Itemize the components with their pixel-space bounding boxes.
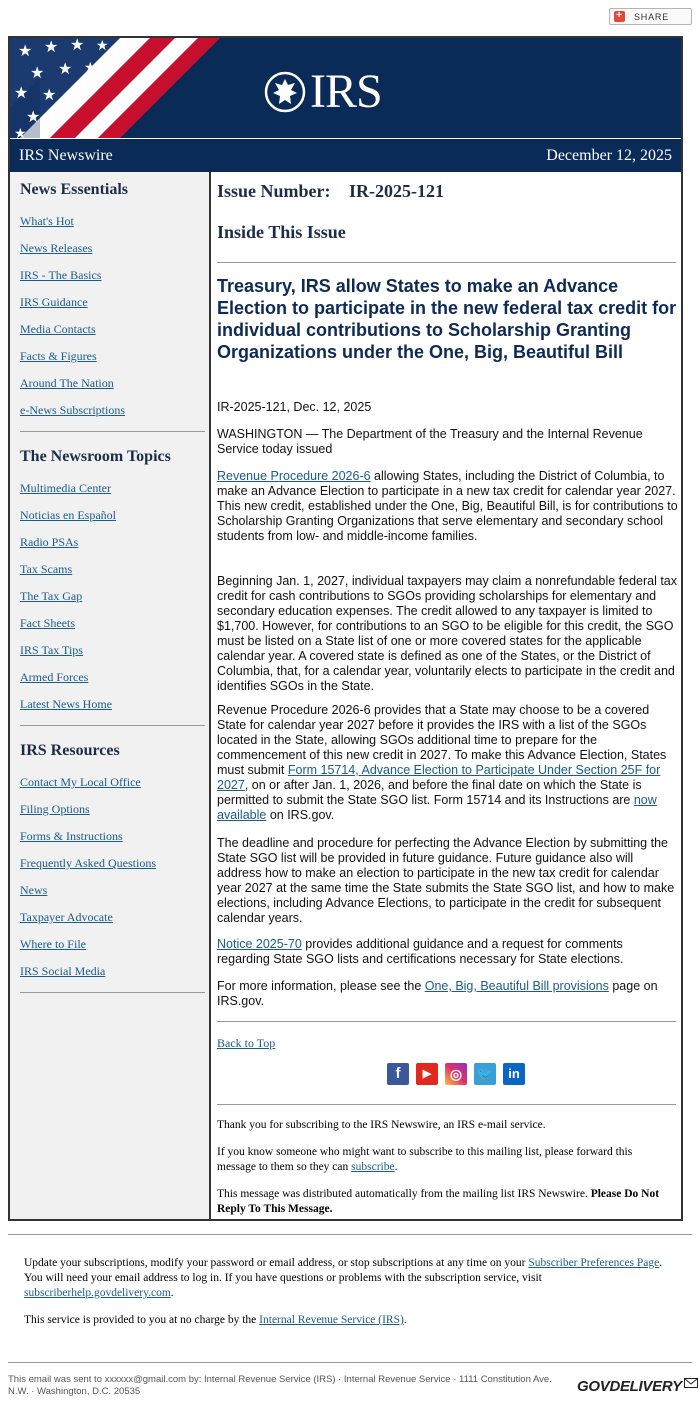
govdelivery-logo[interactable] xyxy=(577,1378,698,1395)
svg-text:★: ★ xyxy=(96,38,109,54)
svg-text:★: ★ xyxy=(30,63,45,82)
svg-text:★: ★ xyxy=(84,60,97,76)
newswire-date: December 12, 2025 xyxy=(546,147,672,164)
obbb-provisions-link[interactable]: One, Big, Beautiful Bill provisions xyxy=(424,979,609,993)
back-to-top-label: Back to Top xyxy=(217,1036,276,1050)
subscriber-help-link[interactable]: subscriberhelp.govdelivery.com xyxy=(24,1287,171,1299)
sidebar-link-enews-subscriptions[interactable]: e-News Subscriptions xyxy=(20,403,125,417)
now-available-link[interactable]: now available xyxy=(217,793,657,822)
distributed-text xyxy=(217,1187,672,1217)
footer-divider xyxy=(8,1362,692,1363)
issue-value: IR-2025-121 xyxy=(349,181,445,201)
footer-service-text xyxy=(24,1313,674,1328)
svg-text:★: ★ xyxy=(68,84,81,100)
sidebar-link-social-media[interactable]: IRS Social Media xyxy=(20,964,106,978)
paragraph-3-text-c: on IRS.gov. xyxy=(266,808,335,822)
sidebar-link-where-to-file[interactable]: Where to File xyxy=(20,937,86,951)
sidebar-link-latest-news[interactable]: Latest News Home xyxy=(20,697,112,711)
newsroom-topics-section xyxy=(20,448,205,724)
banner xyxy=(10,38,681,138)
sidebar-link-faq[interactable]: Frequently Asked Questions xyxy=(20,856,156,870)
paragraph-3 xyxy=(217,703,679,823)
news-essentials-section xyxy=(20,181,205,430)
svg-text:★: ★ xyxy=(42,85,57,104)
sidebar-link-media-contacts[interactable]: Media Contacts xyxy=(20,322,96,336)
sidebar-link-irs-guidance[interactable]: IRS Guidance xyxy=(20,295,88,309)
sidebar-link-news[interactable]: News xyxy=(20,883,48,897)
svg-text:★: ★ xyxy=(14,126,27,138)
irs-resources-title: IRS Resources xyxy=(20,742,120,759)
share-label: SHARE xyxy=(634,11,670,22)
newsletter-frame xyxy=(8,36,683,1221)
svg-text:★: ★ xyxy=(26,107,41,126)
footer-service-b: . xyxy=(403,1314,407,1326)
facebook-icon[interactable]: f xyxy=(387,1063,409,1085)
sidebar-link-facts-figures[interactable]: Facts & Figures xyxy=(20,349,97,363)
main-content xyxy=(216,172,681,1219)
forward-text xyxy=(217,1145,672,1175)
svg-text:★: ★ xyxy=(52,108,65,124)
do-not-reply-text: Please Do Not Reply To This Message. xyxy=(217,1188,660,1215)
paragraph-3-text-a: Revenue Procedure 2026-6 provides that a State may choose to be a covered State for calendar year 2027 before it provides the IRS with a list of the SGOs located in the State, allowing SGOs additional time to prepare for the commencement of this new credit in 2027. To make this Advance Election, States must submit xyxy=(217,703,667,777)
paragraph-1 xyxy=(217,469,679,544)
back-to-top-link[interactable] xyxy=(217,1036,275,1051)
thanks-text: Thank you for subscribing to the IRS Newswire, an IRS e-mail service. xyxy=(217,1119,546,1131)
forward-text-b: . xyxy=(394,1161,398,1173)
govdelivery-logo-text: GOVDELIVERY xyxy=(577,1378,682,1395)
paragraph-5 xyxy=(217,937,679,967)
dateline: IR-2025-121, Dec. 12, 2025 xyxy=(217,400,372,414)
eagle-icon xyxy=(264,71,306,113)
email-sent-to-text: This email was sent to xxxxxx@gmail.com by: Internal Revenue Service (IRS) · Internal Revenue Service · 1111 Constitution Ave. N.W. · Washington, D.C. 20535 xyxy=(8,1374,552,1397)
social-icons xyxy=(387,1063,525,1085)
paragraph-6 xyxy=(217,979,679,1009)
paragraph-2: Beginning Jan. 1, 2027, individual taxpayers may claim a nonrefundable federal tax credit for cash contributions to SGOs providing scholarships for elementary and secondary education expenses. The credit allowed to any taxpayer is limited to $1,700. However, for contributions to an SGO to be eligible for this credit, the SGO must be listed on a State list of one or more covered states for the applicable calendar year. A covered state is defined as one of the States, or the District of Columbia, that, for a calendar year, voluntarily elects to participate in the credit and identifies SGOs in the State. xyxy=(217,574,678,693)
divider xyxy=(217,262,676,263)
svg-text:★: ★ xyxy=(70,38,85,54)
paragraph-3-text-b: , on or after Jan. 1, 2026, and before the final date on which the State is permitted to submit the State SGO list. Form 15714 and its Instructions are xyxy=(217,778,642,807)
footer-update-a: Update your subscriptions, modify your password or email address, or stop subscriptions at any time on your xyxy=(24,1257,529,1269)
divider xyxy=(217,1021,676,1022)
paragraph-5-text: provides additional guidance and a request for comments regarding State SGO lists and certifications necessary for State elections. xyxy=(217,937,624,966)
sidebar-link-around-nation[interactable]: Around The Nation xyxy=(20,376,114,390)
issue-label: Issue Number: xyxy=(217,181,331,201)
envelope-icon xyxy=(684,1378,698,1388)
sidebar-link-radio-psas[interactable]: Radio PSAs xyxy=(20,535,79,549)
headline: Treasury, IRS allow States to make an Advance Election to participate in the new federal tax credit for individual contributions to Scholarship Granting Organizations under the One, Big, Beautiful Bill xyxy=(217,276,677,362)
flag-graphic xyxy=(10,38,230,138)
rev-proc-link[interactable]: Revenue Procedure 2026-6 xyxy=(217,469,371,483)
footer-update-text xyxy=(24,1256,674,1301)
plus-icon: + xyxy=(614,11,625,22)
inside-title: Inside This Issue xyxy=(217,222,346,242)
paragraph-6-text-b: page on IRS.gov. xyxy=(217,979,658,1008)
issue-number xyxy=(217,181,444,202)
sidebar-link-tax-gap[interactable]: The Tax Gap xyxy=(20,589,83,603)
news-essentials-title: News Essentials xyxy=(20,181,129,198)
news-essentials-links xyxy=(20,214,205,430)
sidebar-divider xyxy=(20,992,205,993)
sidebar-link-local-office[interactable]: Contact My Local Office xyxy=(20,775,141,789)
newswire-title: IRS Newswire xyxy=(19,147,113,164)
paragraph-1-text: allowing States, including the District of Columbia, to make an Advance Election to participate in a new tax credit for calendar year 2027. This new credit, established under the One, Big, Beautiful Bill, is for contributions to Scholarship Granting Organizations that serve elementary and secondary school students from low- and middle-income families. xyxy=(217,469,678,543)
irs-logo-text: IRS xyxy=(310,65,382,118)
irs-resources-links xyxy=(20,775,205,991)
share-button[interactable] xyxy=(609,8,692,25)
subscriber-preferences-link[interactable]: Subscriber Preferences Page xyxy=(528,1257,660,1269)
footer-service-a: This service is provided to you at no charge by the xyxy=(24,1314,260,1326)
youtube-icon[interactable]: ▶ xyxy=(416,1063,438,1085)
footer-update-c: . xyxy=(170,1287,174,1299)
sidebar-link-fact-sheets[interactable]: Fact Sheets xyxy=(20,616,75,630)
footer-divider xyxy=(8,1234,692,1235)
sidebar-link-irs-basics[interactable]: IRS - The Basics xyxy=(20,268,102,282)
paragraph-4: The deadline and procedure for perfecting the Advance Election by submitting the State SGO list will be provided in future guidance. Future guidance also will address how to make an election to participate in the new tax credit for calendar year 2027 at the same time the State submits the State SGO list, and how to make elections, including Advance Elections, to participate in the credit for subsequent calendar years. xyxy=(217,836,675,925)
footer-update-b: . You will need your email address to log in. If you have questions or problems with the subscription service, visit xyxy=(24,1257,663,1284)
sidebar-link-news-releases[interactable]: News Releases xyxy=(20,241,93,255)
form-15714-link[interactable]: Form 15714, Advance Election to Participate Under Section 25F for 2027 xyxy=(217,763,661,792)
sidebar-link-armed-forces[interactable]: Armed Forces xyxy=(20,670,89,684)
newswire-bar xyxy=(10,138,681,172)
sidebar-link-whats-hot[interactable]: What's Hot xyxy=(20,214,74,228)
sidebar-link-noticias[interactable]: Noticias en Español xyxy=(20,508,116,522)
newsroom-topics-links xyxy=(20,481,205,724)
svg-text:★: ★ xyxy=(18,41,33,60)
sidebar-divider xyxy=(20,431,205,432)
sidebar xyxy=(10,172,211,1219)
twitter-icon[interactable]: 🐦 xyxy=(474,1063,496,1085)
subscribe-link[interactable]: subscribe xyxy=(351,1161,395,1173)
newsroom-topics-title: The Newsroom Topics xyxy=(20,448,171,465)
svg-text:★: ★ xyxy=(14,83,29,102)
irs-link[interactable]: Internal Revenue Service (IRS) xyxy=(259,1314,404,1326)
divider xyxy=(217,1104,676,1105)
sidebar-divider xyxy=(20,725,205,726)
notice-link[interactable]: Notice 2025-70 xyxy=(217,937,302,951)
sidebar-link-multimedia[interactable]: Multimedia Center xyxy=(20,481,111,495)
paragraph-6-text-a: For more information, please see the xyxy=(217,979,425,993)
sidebar-link-filing-options[interactable]: Filing Options xyxy=(20,802,90,816)
sidebar-link-tax-tips[interactable]: IRS Tax Tips xyxy=(20,643,83,657)
instagram-icon[interactable]: ◎ xyxy=(445,1063,467,1085)
intro-paragraph: WASHINGTON — The Department of the Treasury and the Internal Revenue Service today issued xyxy=(217,427,643,456)
irs-resources-section xyxy=(20,742,205,991)
distributed-text-a: This message was distributed automatically from the mailing list IRS Newswire. xyxy=(217,1188,591,1200)
svg-text:★: ★ xyxy=(44,38,59,56)
svg-text:★: ★ xyxy=(58,59,73,78)
sidebar-link-taxpayer-advocate[interactable]: Taxpayer Advocate xyxy=(20,910,113,924)
forward-text-a: If you know someone who might want to subscribe to this mailing list, please forward this message to them so they can xyxy=(217,1146,633,1173)
sidebar-link-forms[interactable]: Forms & Instructions xyxy=(20,829,123,843)
sidebar-link-tax-scams[interactable]: Tax Scams xyxy=(20,562,73,576)
linkedin-icon[interactable]: in xyxy=(503,1063,525,1085)
irs-logo xyxy=(264,65,382,118)
